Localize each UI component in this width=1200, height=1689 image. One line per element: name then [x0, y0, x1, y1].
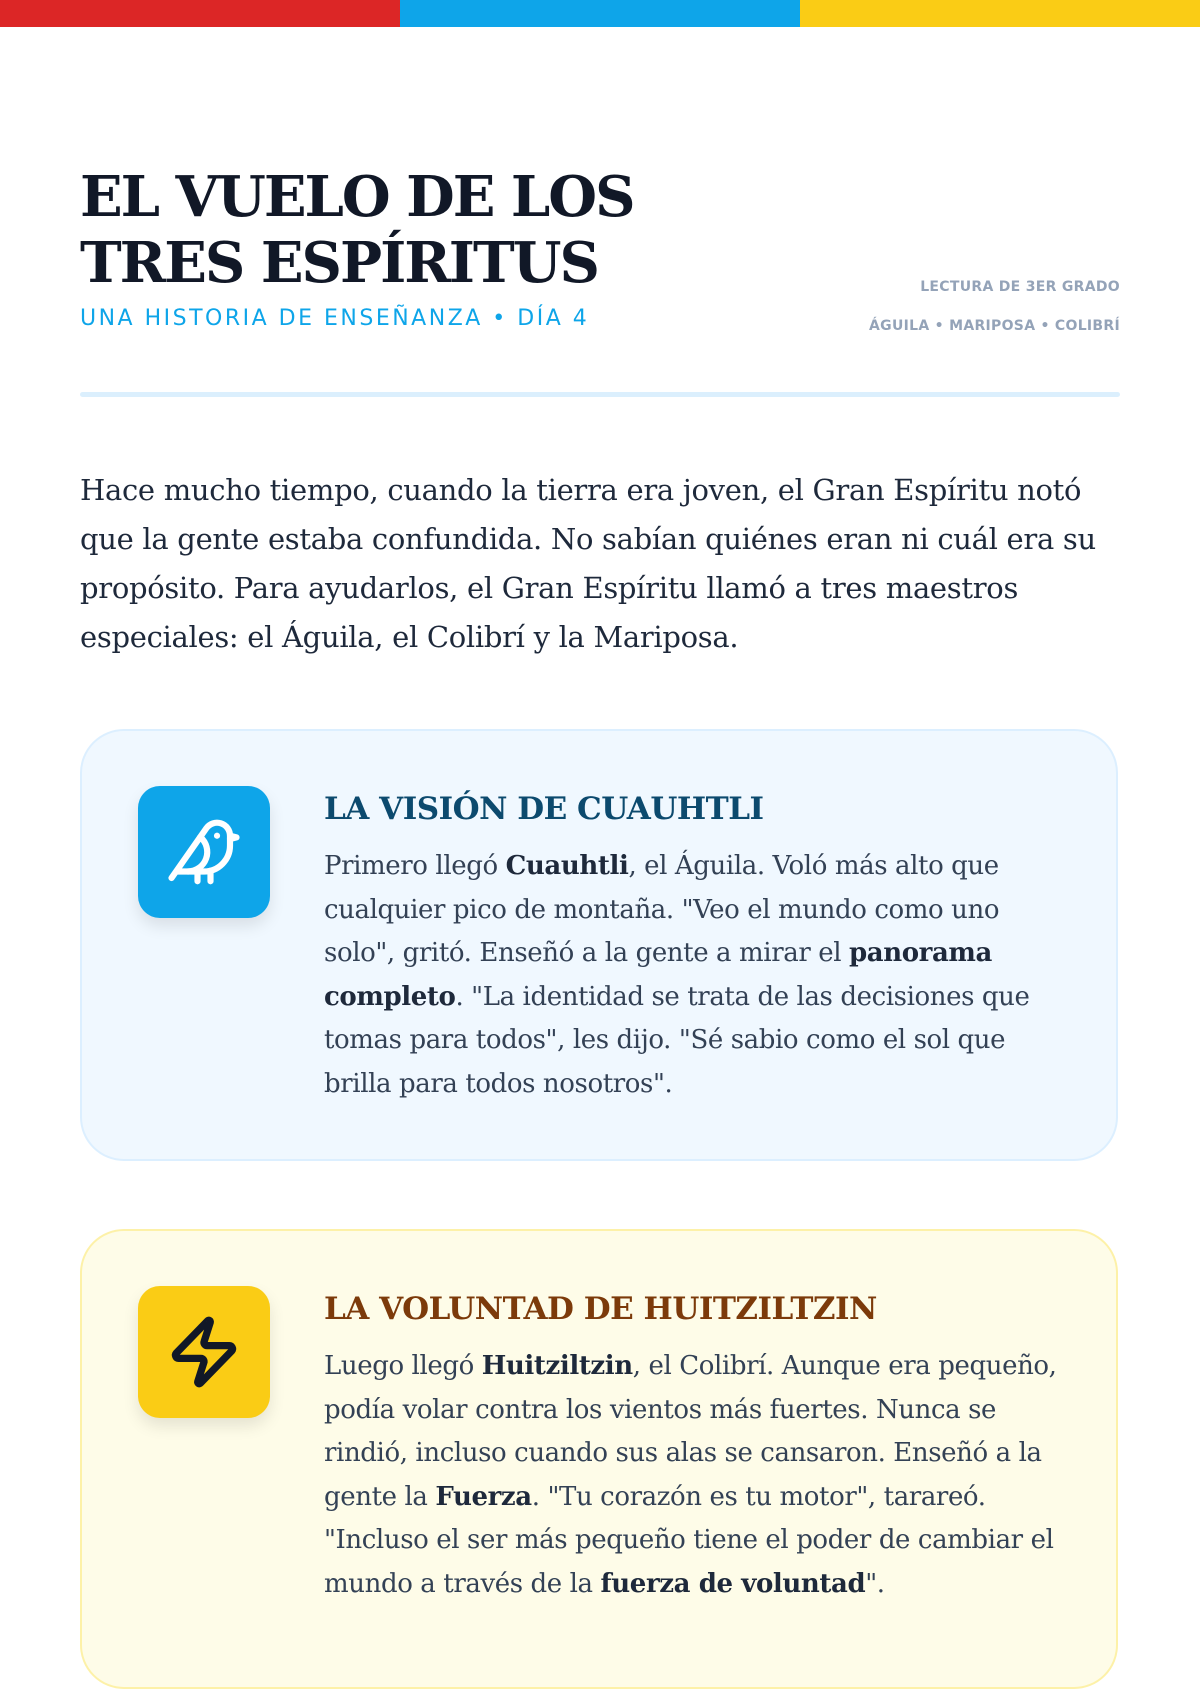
card-body-hummingbird	[324, 1345, 1064, 1606]
intro-paragraph: Hace mucho tiempo, cuando la tierra era joven, el Gran Espíritu notó que la gente estaba confundida. No sabían quiénes eran ni cuál era su propósito. Para ayudarlos, el Gran Espíritu llamó a tres maestros especiales: el Águila, el Colibrí y la Mariposa.	[80, 473, 1096, 654]
header-divider	[80, 392, 1120, 397]
card-body-eagle	[324, 845, 1064, 1106]
bold-text: Huitziltzin	[481, 1351, 633, 1381]
grade-label: LECTURA DE 3ER GRADO	[920, 279, 1120, 295]
page-title: EL VUELO DE LOS TRES ESPÍRITUS	[80, 164, 634, 296]
hummingbird-card	[80, 1229, 1118, 1689]
text-run: . "La identidad se trata de las decisiones que tomas para todos", les dijo. "Sé sabio como el sol que brilla para todos nosotros".	[324, 981, 1030, 1099]
lightning-icon	[138, 1286, 270, 1418]
bird-icon	[138, 786, 270, 918]
text-run: , el Colibrí. Aunque era pequeño, podía volar contra los vientos más fuertes. Nunca se rindió, incluso cuando sus alas se cansaron. Enseñó a la gente la	[324, 1351, 1057, 1512]
text-run: Luego llegó	[324, 1351, 482, 1381]
top-bar-red-segment	[0, 0, 400, 27]
eagle-card	[80, 729, 1118, 1161]
bold-text: fuerza de voluntad	[600, 1568, 866, 1599]
card-title-eagle: LA VISIÓN DE CUAUHTLI	[324, 791, 764, 827]
bold-text: Cuauhtli	[505, 851, 629, 881]
top-bar-blue-segment	[400, 0, 800, 27]
bold-text: panorama completo	[324, 938, 992, 1012]
bold-text: Fuerza	[435, 1481, 532, 1512]
top-color-bar	[0, 0, 1200, 27]
top-bar-yellow-segment	[800, 0, 1200, 27]
animals-label: ÁGUILA • MARIPOSA • COLIBRÍ	[869, 318, 1120, 334]
text-run: ".	[865, 1568, 885, 1599]
card-title-hummingbird: LA VOLUNTAD DE HUITZILTZIN	[324, 1291, 877, 1327]
page-subtitle: UNA HISTORIA DE ENSEÑANZA • DÍA 4	[80, 306, 590, 331]
text-run: Primero llegó	[324, 851, 506, 881]
text-run: . "Tu corazón es tu motor", tarareó. "Incluso el ser más pequeño tiene el poder de cambiar el mundo a través de la	[324, 1481, 1054, 1599]
text-run: , el Águila. Voló más alto que cualquier pico de montaña. "Veo el mundo como uno solo", gritó. Enseñó a la gente a mirar el	[324, 851, 1000, 968]
